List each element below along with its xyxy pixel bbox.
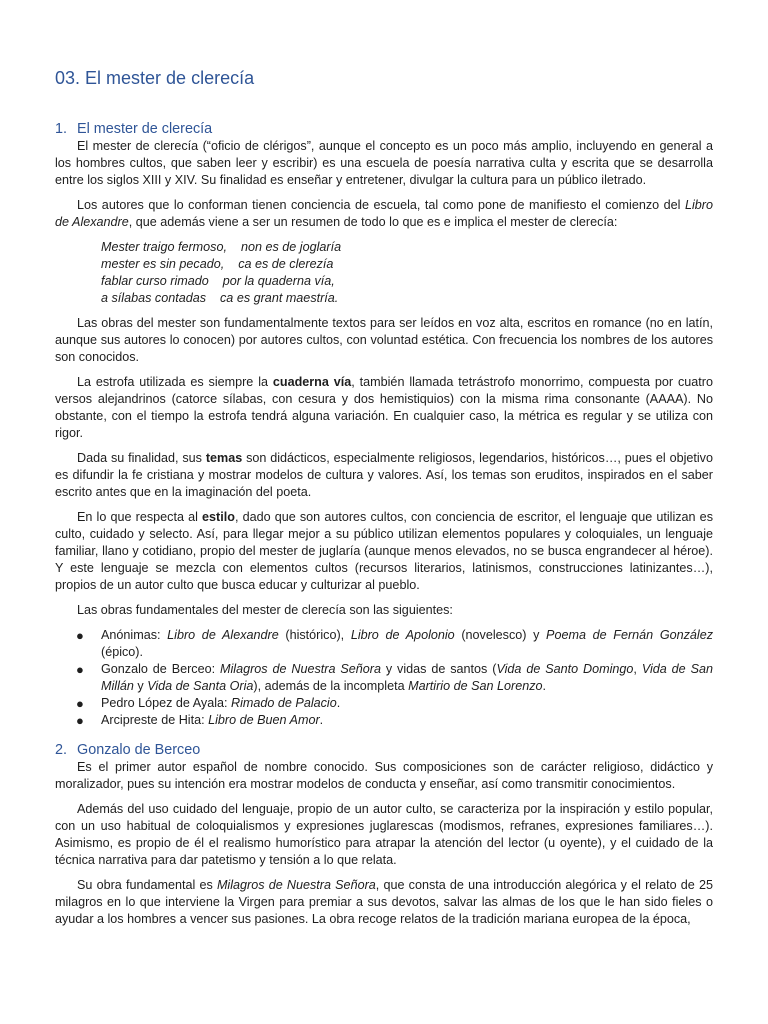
list-item: ● Gonzalo de Berceo: Milagros de Nuestra Señora y vidas de santos (Vida de Santo Domingo, Vida de San Millán y Vida de Santa Oria), además de la incompleta Martirio de San Lorenzo. [76, 662, 713, 693]
verse-line: Mester traigo fermoso, non es de joglaría [101, 240, 342, 254]
paragraph: En lo que respecta al estilo, dado que son autores cultos, con conciencia de escritor, el lenguaje que utilizan es culto, cuidado y selecto. Así, para llegar mejor a su público utilizan elementos populares y coloquiales, un lenguaje familiar, llano y cotidiano, propio del mester de juglaría (aunque menos elevados, no se busca engrandecer al héroe). Y este lenguaje se mezcla con elementos cultos (recursos literarios, latinismos, construcciones latinizantes…), propios de un autor culto que busca educar y culturizar al pueblo. [55, 510, 713, 592]
document-body [55, 120, 713, 936]
verse-quote [101, 239, 713, 307]
paragraph: Dada su finalidad, sus temas son didácticos, especialmente religiosos, legendarios, históricos…, pues el objetivo es difundir la fe cristiana y mostrar modelos de cultura y valores. Así, los temas son eruditos, inspirados en el saber escrito antes que en la imaginación del poeta. [55, 451, 713, 499]
paragraph: Los autores que lo conforman tienen conciencia de escuela, tal como pone de manifiesto el comienzo del Libro de Alexandre, que además viene a ser un resumen de todo lo que es e implica el mester de clerecía: [55, 198, 713, 229]
verse-line: a sílabas contadas ca es grant maestría. [101, 291, 339, 305]
paragraph: Su obra fundamental es Milagros de Nuestra Señora, que consta de una introducción alegórica y el relato de 25 milagros en lo que interviene la Virgen para premiar a sus devotos, salvar las almas de los que le han sido fieles o ayudar a los hombres a vencer sus pasiones. La obra recoge relatos de la tradición mariana europea de la época, [55, 878, 713, 926]
paragraph: Las obras fundamentales del mester de clerecía son las siguientes: [77, 603, 453, 617]
paragraph: El mester de clerecía (“oficio de clérigos”, aunque el concepto es un poco más amplio, incluyendo en general a los hombres cultos, que saben leer y escribir) es una escuela de poesía narrativa culta y escrita que se desarrolla entre los siglos XIII y XIV. Su finalidad es enseñar y entretener, divulgar la cultura para un público iletrado. [55, 139, 713, 187]
section-number: 2. [55, 742, 68, 758]
list-item: ● Pedro López de Ayala: Rimado de Palacio. [76, 696, 341, 711]
verse-line: fablar curso rimado por la quaderna vía, [101, 274, 335, 288]
works-list [55, 627, 713, 729]
bullet-icon: ● [76, 628, 84, 643]
section-title: Gonzalo de Berceo [77, 742, 201, 758]
section-heading-berceo [55, 741, 713, 759]
paragraph: Además del uso cuidado del lenguaje, propio de un autor culto, se caracteriza por la inspiración y estilo popular, con un uso habitual de coloquialismos y expresiones juglarescas (modismos, refranes, expresiones familiares…). Asimismo, es propio de él el realismo humorístico para atrapar la atención del lector (u oyente), y el cuidado de la técnica narrativa para dar patetismo y tensión a lo que relata. [55, 802, 713, 867]
bullet-icon: ● [76, 696, 84, 711]
section-title: El mester de clerecía [77, 121, 213, 137]
list-item: ● Anónimas: Libro de Alexandre (histórico), Libro de Apolonio (novelesco) y Poema de Fernán González (épico). [76, 628, 714, 659]
paragraph: Las obras del mester son fundamentalmente textos para ser leídos en voz alta, escritos en romance (no en latín, aunque sus autores lo conocen) por autores cultos, con voluntad estética. Con frecuencia los nombres de los autores son conocidos. [55, 316, 713, 364]
page-title: 03. El mester de clerecía [55, 68, 255, 88]
list-item: ● Arcipreste de Hita: Libro de Buen Amor. [76, 713, 324, 728]
bullet-icon: ● [76, 713, 84, 728]
paragraph: Es el primer autor español de nombre conocido. Sus composiciones son de carácter religioso, didáctico y moralizador, pues su intención era mostrar modelos de conducta y enseñar, así como transmitir conocimientos. [55, 760, 713, 791]
paragraph: La estrofa utilizada es siempre la cuaderna vía, también llamada tetrástrofo monorrimo, compuesta por cuatro versos alejandrinos (catorce sílabas, con cesura y dos hemistiquios) con la misma rima consonante (AAAA). No obstante, con el tiempo la estrofa tendrá alguna variación. En cualquier caso, la métrica es regular y se utiliza con rigor. [55, 375, 713, 440]
section-heading-mester [55, 120, 713, 138]
section-number: 1. [55, 121, 68, 137]
verse-line: mester es sin pecado, ca es de clerezía [101, 257, 334, 271]
bullet-icon: ● [76, 662, 84, 677]
